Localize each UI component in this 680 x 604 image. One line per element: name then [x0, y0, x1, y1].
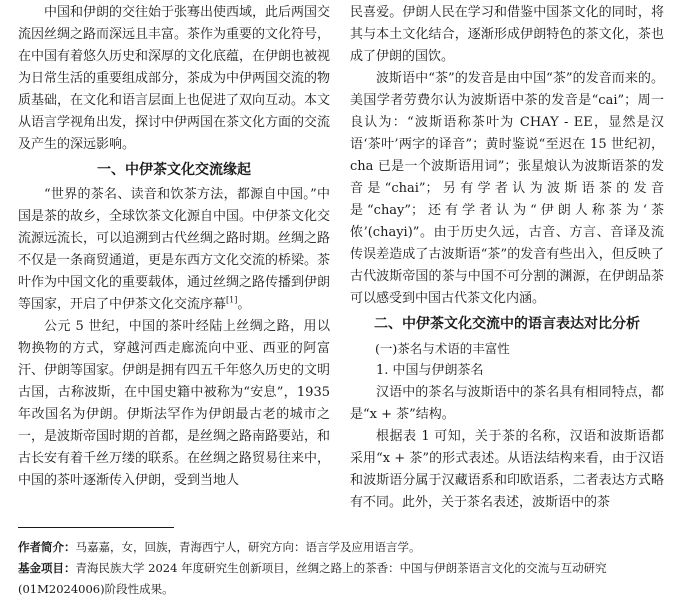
footnote-divider — [18, 527, 174, 528]
fund-label: 基金项目： — [18, 561, 76, 575]
origin-paragraph — [18, 184, 330, 316]
author-label: 作者简介： — [18, 540, 76, 554]
fund-note — [18, 558, 664, 600]
origin-paragraph-end: 。 — [237, 297, 251, 312]
table-analysis-paragraph: 根据表 1 可知，关于茶的名称，汉语和波斯语都采用“x + 茶”的形式表述。从语法结构来看，由于汉语和波斯语分属于汉藏语系和印欧语系，二者表达方式略有不同。此外，关于茶名表述，波斯语中的茶 — [350, 429, 664, 510]
footnotes — [18, 537, 664, 600]
right-column — [350, 2, 664, 514]
pronunciation-paragraph: 波斯语中“茶”的发音是由中国“茶”的发音而来的。美国学者劳费尔认为波斯语中茶的发音是“cai”；周一良认为：“波斯语称茶叶为 CHAY - EE，显然是汉语‘茶叶’两字的译音”；黄时鉴说“至迟在 15 世纪初，cha 已是一个波斯语用词”；张星烺认为波斯语茶的发音是“chai”；另有学者认为波斯语茶的发音是“chay”；还有学者认为“伊朗人称茶为‘茶侬’(chayi)”。由于历史久远，古音、方言、音译及流传误差造成了古波斯语“茶”的发音有些出入，但反映了古代波斯帝国的茶与中国不可分割的渊源，在伊朗品茶可以感受到中国古代茶文化内涵。 — [350, 71, 664, 306]
intro-paragraph: 中国和伊朗的交往始于张骞出使西域，此后两国交流因丝绸之路而深远且丰富。茶作为重要的文化符号，在中国有着悠久历史和深厚的文化底蕴，在伊朗也被视为日常生活的重要组成部分，茶成为中伊两国交流的物质基础，在文化和语言层面上也促进了双向互动。本文从语言学视角出发，探讨中伊两国在茶文化方面的交流及产生的深远影响。 — [18, 5, 331, 152]
left-column — [18, 2, 330, 492]
tea-name-paragraph: 汉语中的茶名与波斯语中的茶名具有相同特点，都是“x + 茶”结构。 — [350, 385, 664, 422]
continued-paragraph: 民喜爱。伊朗人民在学习和借鉴中国茶文化的同时，将其与本土文化结合，逐渐形成伊朗特色的茶文化，茶也成了伊朗的国饮。 — [350, 5, 664, 64]
origin-paragraph-text: “世界的茶名、读音和饮茶方法，都源自中国。”中国是茶的故乡，全球饮茶文化源自中国。中伊茶文化交流源远流长，可以追溯到古代丝绸之路时期。丝绸之路不仅是一条商贸通道，更是东西方文化交流的桥梁。茶叶作为中国文化的重要载体，通过丝绸之路传播到伊朗等国家，开启了中伊茶文化交流序幕 — [18, 187, 331, 312]
citation-1[interactable]: [1] — [226, 295, 238, 305]
section-2-heading: 二、中伊茶文化交流中的语言表达对比分析 — [374, 316, 640, 332]
author-text: 马嘉嘉，女，回族，青海西宁人，研究方向：语言学及应用语言学。 — [75, 540, 421, 554]
author-note — [18, 537, 664, 558]
section-1-heading: 一、中伊茶文化交流缘起 — [97, 162, 251, 178]
subsection-1-heading: (一)茶名与术语的丰富性 — [375, 341, 510, 356]
fund-text: 青海民族大学 2024 年度研究生创新项目，丝绸之路上的茶香：中国与伊朗茶语言文化的交流与互动研究(01M2024006)阶段性成果。 — [18, 561, 607, 596]
history-paragraph: 公元 5 世纪，中国的茶叶经陆上丝绸之路，用以物换物的方式，穿越河西走廊流向中亚、西亚的阿富汗、伊朗等国家。伊朗是拥有四五千年悠久历史的文明古国，古称波斯，在中国史籍中被称为“安息”，1935 年改国名为伊朗。伊斯法罕作为伊朗最古老的城市之一，是波斯帝国时期的首都，是丝绸之路南路要站，和古长安有着千丝万缕的联系。在丝绸之路贸易往来中，中国的茶叶逐渐传入伊朗，受到当地人 — [18, 319, 331, 488]
subsubsection-1-heading: 1. 中国与伊朗茶名 — [376, 363, 484, 378]
